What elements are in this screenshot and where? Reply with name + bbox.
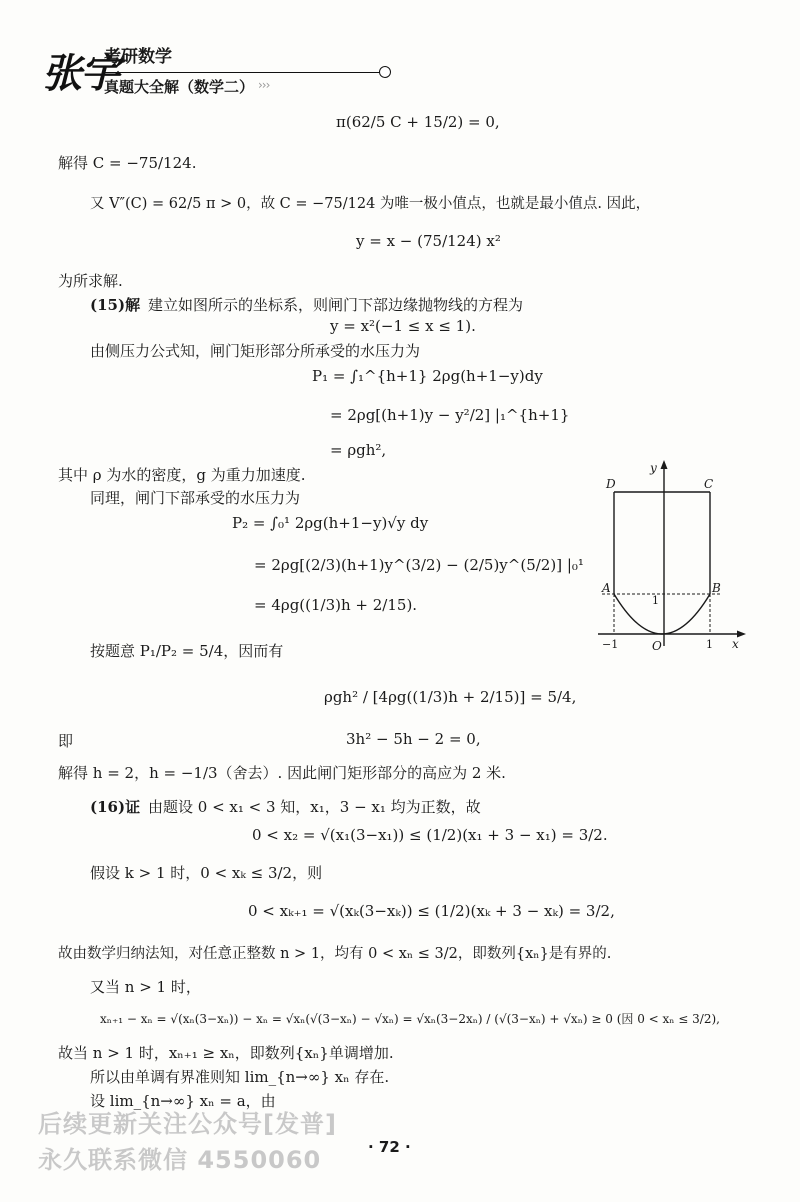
page-number: · 72 ·	[368, 1138, 411, 1156]
problem-label-16: (16)证	[90, 798, 141, 816]
signature-logo: 张宇	[42, 50, 118, 97]
text-line: 即	[58, 732, 74, 750]
equation-line: = 4ρg((1/3)h + 2/15).	[254, 596, 418, 614]
equation-line: xₙ₊₁ − xₙ = √(xₙ(3−xₙ)) − xₙ = √xₙ(√(3−xₙ) − √xₙ) = √xₙ(3−2xₙ) / (√(3−xₙ) + √xₙ) ≥ 0 (因 0 < xₙ ≤ 3/2),	[100, 1012, 720, 1026]
label-c: C	[704, 477, 714, 491]
watermark-line-2: 永久联系微信 4550060	[38, 1146, 322, 1174]
equation-line: 0 < xₖ₊₁ = √(xₖ(3−xₖ)) ≤ (1/2)(xₖ + 3 − xₖ) = 3/2,	[248, 902, 615, 920]
equation-line: P₂ = ∫₀¹ 2ρg(h+1−y)√y dy	[232, 514, 429, 532]
text-line: 解得 C = −75/124.	[58, 154, 197, 172]
label-x: x	[732, 637, 739, 651]
equation-line: = 2ρg[(2/3)(h+1)y^(3/2) − (2/5)y^(5/2)] |₀¹	[254, 556, 584, 574]
text-line: 所以由单调有界准则知 lim_{n→∞} xₙ 存在.	[90, 1068, 390, 1086]
equation-line: P₁ = ∫₁^{h+1} 2ρg(h+1−y)dy	[312, 367, 543, 385]
label-one-x: 1	[706, 638, 713, 651]
problem-label-15: (15)解	[90, 296, 141, 314]
y-axis-arrow	[661, 460, 668, 469]
text-line: 由题设 0 < x₁ < 3 知，x₁，3 − x₁ 均为正数，故	[148, 798, 481, 816]
text-line: 其中 ρ 为水的密度，g 为重力加速度.	[58, 466, 306, 484]
label-d: D	[606, 477, 616, 491]
equation-line: = ρgh²,	[330, 441, 387, 459]
watermark-line-1: 后续更新关注公众号[发普]	[38, 1110, 337, 1138]
label-origin: O	[652, 639, 662, 653]
label-y: y	[650, 461, 657, 475]
equation-line: π(62/5 C + 15/2) = 0,	[336, 113, 500, 131]
equation-line: 0 < x₂ = √(x₁(3−x₁)) ≤ (1/2)(x₁ + 3 − x₁) = 3/2.	[252, 826, 608, 844]
equation-line: y = x²(−1 ≤ x ≤ 1).	[330, 317, 476, 335]
text-line: 故当 n > 1 时，xₙ₊₁ ≥ xₙ，即数列{xₙ}单调增加.	[58, 1044, 394, 1062]
text-line: 同理，闸门下部承受的水压力为	[90, 489, 301, 507]
gate-parabola	[614, 594, 710, 634]
header-rule	[104, 72, 380, 73]
text-line: 又当 n > 1 时，	[90, 978, 201, 996]
equation-line: 3h² − 5h − 2 = 0,	[346, 730, 481, 748]
text-line: 假设 k > 1 时，0 < xₖ ≤ 3/2，则	[90, 864, 323, 882]
text-line: 故由数学归纳法知，对任意正整数 n > 1，均有 0 < xₙ ≤ 3/2，即数列{xₙ}是有界的.	[58, 946, 612, 962]
text-line: 又 V″(C) = 62/5 π > 0，故 C = −75/124 为唯一极小值点，也就是最小值点. 因此，	[90, 196, 651, 212]
label-a: A	[602, 581, 611, 595]
text-line: 由侧压力公式知，闸门矩形部分所承受的水压力为	[90, 342, 421, 360]
text-line: 按题意 P₁/P₂ = 5/4，因而有	[90, 642, 284, 660]
text-line: 建立如图所示的坐标系，则闸门下部边缘抛物线的方程为	[148, 296, 524, 314]
book-subtitle: 真题大全解（数学二）	[104, 78, 255, 96]
header-rule-dot	[379, 66, 391, 78]
equation-line: y = x − (75/124) x²	[356, 232, 501, 250]
text-line: 解得 h = 2，h = −1/3（舍去）. 因此闸门矩形部分的高应为 2 米.	[58, 764, 506, 782]
chevron-right-icon: ›››	[258, 78, 270, 92]
label-b: B	[712, 581, 721, 595]
text-line: 设 lim_{n→∞} xₙ = a，由	[90, 1092, 276, 1110]
text-line: 为所求解.	[58, 272, 123, 290]
equation-line: = 2ρg[(h+1)y − y²/2] |₁^{h+1}	[330, 406, 570, 424]
gate-diagram	[590, 458, 750, 660]
book-series-title: 考研数学	[104, 47, 172, 67]
label-neg-one: −1	[602, 638, 619, 651]
label-one-y: 1	[652, 594, 659, 607]
equation-line: ρgh² / [4ρg((1/3)h + 2/15)] = 5/4,	[324, 688, 577, 706]
